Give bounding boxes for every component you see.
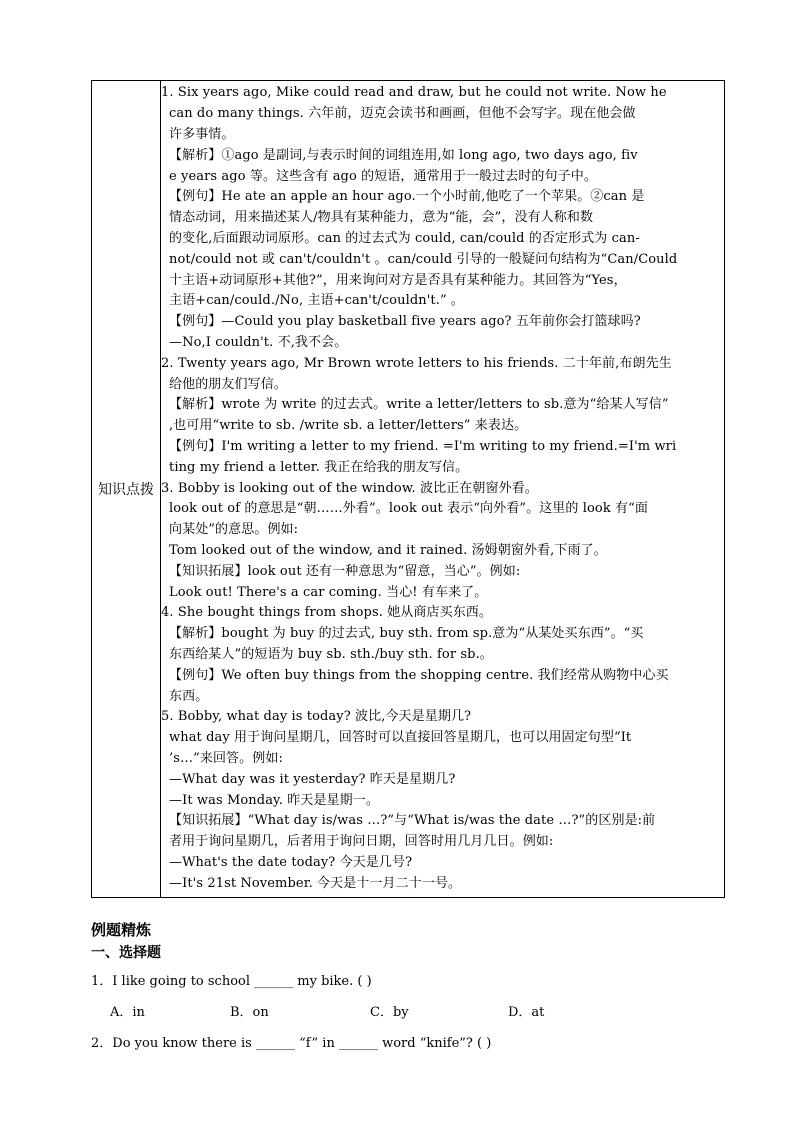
knowledge-line: —No,I couldn't. 不,我不会。 — [169, 335, 348, 351]
knowledge-line: 许多事情。 — [169, 127, 235, 143]
knowledge-line: —It's 21st November. 今天是十一月二十一号。 — [169, 875, 462, 891]
option-b: B．on — [230, 1005, 269, 1020]
knowledge-line: 5. Bobby, what day is today? 波比,今天是星期几? — [161, 709, 472, 725]
knowledge-content — [161, 81, 725, 898]
knowledge-line: e years ago 等。这些含有 ago 的短语，通常用于一般过去时的句子中。 — [169, 168, 597, 184]
knowledge-line: 【解析】bought 为 buy 的过去式, buy sth. from sp.意为“从某处买东西”。“买 — [169, 626, 644, 642]
knowledge-line: 1. Six years ago, Mike could read and draw, but he could not write. Now he — [161, 85, 667, 101]
knowledge-line: 【知识拓展】look out 还有一种意思为“留意，当心”。例如: — [169, 563, 521, 579]
knowledge-line: 主语+can/could./No, 主语+can't/couldn't.” 。 — [169, 293, 465, 309]
knowledge-table — [91, 80, 725, 898]
knowledge-line: ting my friend a letter. 我正在给我的朋友写信。 — [169, 459, 469, 475]
section-heading: 一、选择题 — [91, 945, 161, 961]
knowledge-line: 情态动词，用来描述某人/物具有某种能力，意为“能，会”，没有人称和数 — [169, 210, 594, 226]
knowledge-line: —What's the date today? 今天是几号? — [169, 854, 413, 870]
knowledge-line: 十主语+动词原形+其他?”，用来询问对方是否具有某种能力。其回答为“Yes， — [169, 272, 627, 288]
option-c: C．by — [370, 1005, 409, 1020]
knowledge-line: can do many things. 六年前，迈克会读书和画画，但他不会写字。现在他会做 — [169, 106, 636, 122]
knowledge-line: 2. Twenty years ago, Mr Brown wrote letters to his friends. 二十年前,布朗先生 — [161, 355, 672, 371]
knowledge-line: 东西给某人”的短语为 buy sb. sth./buy sth. for sb.。 — [169, 646, 493, 662]
knowledge-line: —It was Monday. 昨天是星期一。 — [169, 792, 379, 808]
knowledge-line: 向某处”的意思。例如: — [169, 522, 299, 538]
knowledge-line: look out of 的意思是“朝……外看”。look out 表示“向外看”。这里的 look 有“面 — [169, 501, 649, 517]
knowledge-line: —What day was it yesterday? 昨天是星期几? — [169, 771, 456, 787]
knowledge-line: 【例句】I'm writing a letter to my friend. =I'm writing to my friend.=I'm wri — [169, 439, 677, 454]
knowledge-line: ,也可用“write to sb. /write sb. a letter/letters” 来表达。 — [169, 418, 528, 434]
knowledge-line: 东西。 — [169, 688, 209, 704]
knowledge-line: 【解析】wrote 为 write 的过去式。write a letter/letters to sb.意为“给某人写信” — [169, 397, 669, 413]
knowledge-line: 【例句】We often buy things from the shopping centre. 我们经常从购物中心买 — [169, 667, 669, 683]
knowledge-line: 【例句】—Could you play basketball five years ago? 五年前你会打篮球吗? — [169, 314, 641, 330]
knowledge-line: Look out! There's a car coming. 当心! 有车来了。 — [169, 584, 488, 600]
knowledge-line: 的变化,后面跟动词原形。can 的过去式为 could, can/could 的否定形式为 can- — [169, 231, 640, 247]
option-a: A．in — [110, 1005, 145, 1020]
knowledge-line: 给他的朋友们写信。 — [169, 376, 287, 392]
knowledge-line: not/could not 或 can't/couldn't 。can/could 引导的一般疑问句结构为“Can/Could — [169, 251, 678, 267]
knowledge-line: 者用于询问星期几，后者用于询问日期，回答时用几月几日。例如: — [169, 834, 554, 850]
knowledge-line: 4. She bought things from shops. 她从商店买东西。 — [161, 605, 493, 621]
question-2: 2．Do you know there is ______ “f” in ______ word “knife”? ( ) — [91, 1036, 492, 1051]
knowledge-line: ’s…”来回答。例如: — [169, 750, 283, 766]
knowledge-line: Tom looked out of the window, and it rained. 汤姆朝窗外看,下雨了。 — [169, 542, 607, 558]
examples-heading: 例题精炼 — [91, 921, 152, 939]
knowledge-line: 【解析】①ago 是副词,与表示时间的词组连用,如 long ago, two days ago, fiv — [169, 147, 638, 163]
knowledge-line: 【知识拓展】“What day is/was …?”与“What is/was the date …?”的区别是:前 — [169, 813, 656, 829]
knowledge-line: what day 用于询问星期几，回答时可以直接回答星期几，也可以用固定句型“It — [169, 730, 632, 746]
question-1: 1．I like going to school ______ my bike. ( ) — [91, 974, 372, 989]
knowledge-line: 【例句】He ate an apple an hour ago.一个小时前,他吃了一个苹果。②can 是 — [169, 189, 645, 205]
knowledge-label: 知识点拨 — [92, 81, 161, 898]
option-d: D．at — [508, 1005, 545, 1020]
knowledge-line: 3. Bobby is looking out of the window. 波比正在朝窗外看。 — [161, 480, 538, 496]
